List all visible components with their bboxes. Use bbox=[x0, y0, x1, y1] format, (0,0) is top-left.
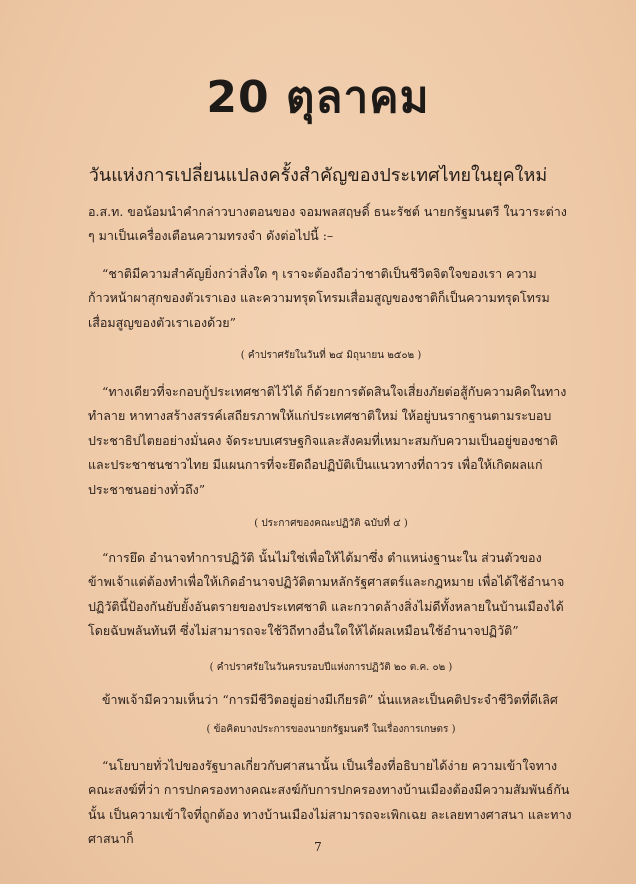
quote-source: ( ประกาศของคณะปฏิวัติ ฉบับที่ ๔ ) bbox=[254, 518, 408, 529]
quote-paragraph: “ทางเดียวที่จะกอบกู้ประเทศชาติไว้ได้ ก็ด้วยการตัดสินใจเสี่ยงภัยต่อสู้กับความคิดในทางทำลาย หาทางสร้างสรรค์เสถียรภาพให้แก่ประเทศชาติใหม่ ให้อยู่บนรากฐานตามระบอบประชาธิปไตยอย่างมั่นคง จัดระบบเศรษฐกิจและสังคมที่เหมาะสมกับความเป็นอยู่ของชาติและประชาชนชาวไทย มีแผนการที่จะยึดถือปฏิบัติเป็นแนวทางที่ถาวร เพื่อให้เกิดผลแก่ประชาชนอย่างทั่วถึง” bbox=[88, 384, 567, 497]
quote-source: ( คำปราศรัยในวันครบรอบปีแห่งการปฏิวัติ ๒๐ ต.ค. ๐๒ ) bbox=[209, 662, 453, 673]
quote-paragraph: ข้าพเจ้ามีความเห็นว่า “การมีชีวิตอยู่อย่างมีเกียรติ” นั่นแหละเป็นคติประจำชีวิตที่ดีเลิศ bbox=[102, 692, 558, 707]
page-subtitle: วันแห่งการเปลี่ยนแปลงครั้งสำคัญของประเทศไทยในยุคใหม่ bbox=[88, 165, 548, 186]
quote-paragraph: “นโยบายทั่วไปของรัฐบาลเกี่ยวกับศาสนานั้น เป็นเรื่องที่อธิบายได้ง่าย ความเข้าใจทางคณะสงฆ์ที่ว่า การปกครองทางคณะสงฆ์กับการปกครองทางบ้านเมืองต้องมีความสัมพันธ์กันนั้น เป็นความเข้าใจที่ถูกต้อง ทางบ้านเมืองไม่สามารถจะเพิกเฉย ละเลยทางศาสนา และทางศาสนาก็ bbox=[88, 758, 572, 847]
page-number: 7 bbox=[314, 840, 322, 854]
quote-paragraph: “การยึด อำนาจทำการปฏิวัติ นั้นไม่ใช่เพื่อให้ได้มาซึ่ง ตำแหน่งฐานะใน ส่วนตัวของ ข้าพเจ้าแต่ต้องทำเพื่อให้เกิดอำนาจปฏิวัติตามหลักรัฐศาสตร์และกฎหมาย เพื่อได้ใช้อำนาจปฏิวัตินี้ป้องกันยับยั้งอันตรายของประเทศชาติ และกวาดล้างสิ่งไม่ดีทั้งหลายในบ้านเมืองได้โดยฉับพลันทันที ซึ่งไม่สามารถจะใช้วิถีทางอื่นใดให้ได้ผลเหมือนใช้อำนาจปฏิวัติ” bbox=[88, 550, 565, 639]
quote-paragraph: “ชาติมีความสำคัญยิ่งกว่าสิ่งใด ๆ เราจะต้องถือว่าชาติเป็นชีวิตจิตใจของเรา ความก้าวหน้าผาสุกของตัวเราเอง และความทรุดโทรมเสื่อมสูญของชาติก็เป็นความทรุดโทรมเสื่อมสูญของตัวเราเองด้วย” bbox=[88, 266, 550, 330]
page-title: 20 ตุลาคม bbox=[206, 72, 430, 123]
quote-source: ( คำปราศรัยในวันที่ ๒๔ มิถุนายน ๒๕๐๒ ) bbox=[240, 350, 422, 361]
intro-paragraph: อ.ส.ท. ขอน้อมนำคำกล่าวบางตอนของ จอมพลสฤษดิ์ ธนะรัชต์ นายกรัฐมนตรี ในวาระต่าง ๆ มาเป็นเครื่องเตือนความทรงจำ ดังต่อไปนี้ :– bbox=[88, 204, 567, 244]
quote-source: ( ข้อคิดบางประการของนายกรัฐมนตรี ในเรื่องการเกษตร ) bbox=[206, 724, 456, 735]
